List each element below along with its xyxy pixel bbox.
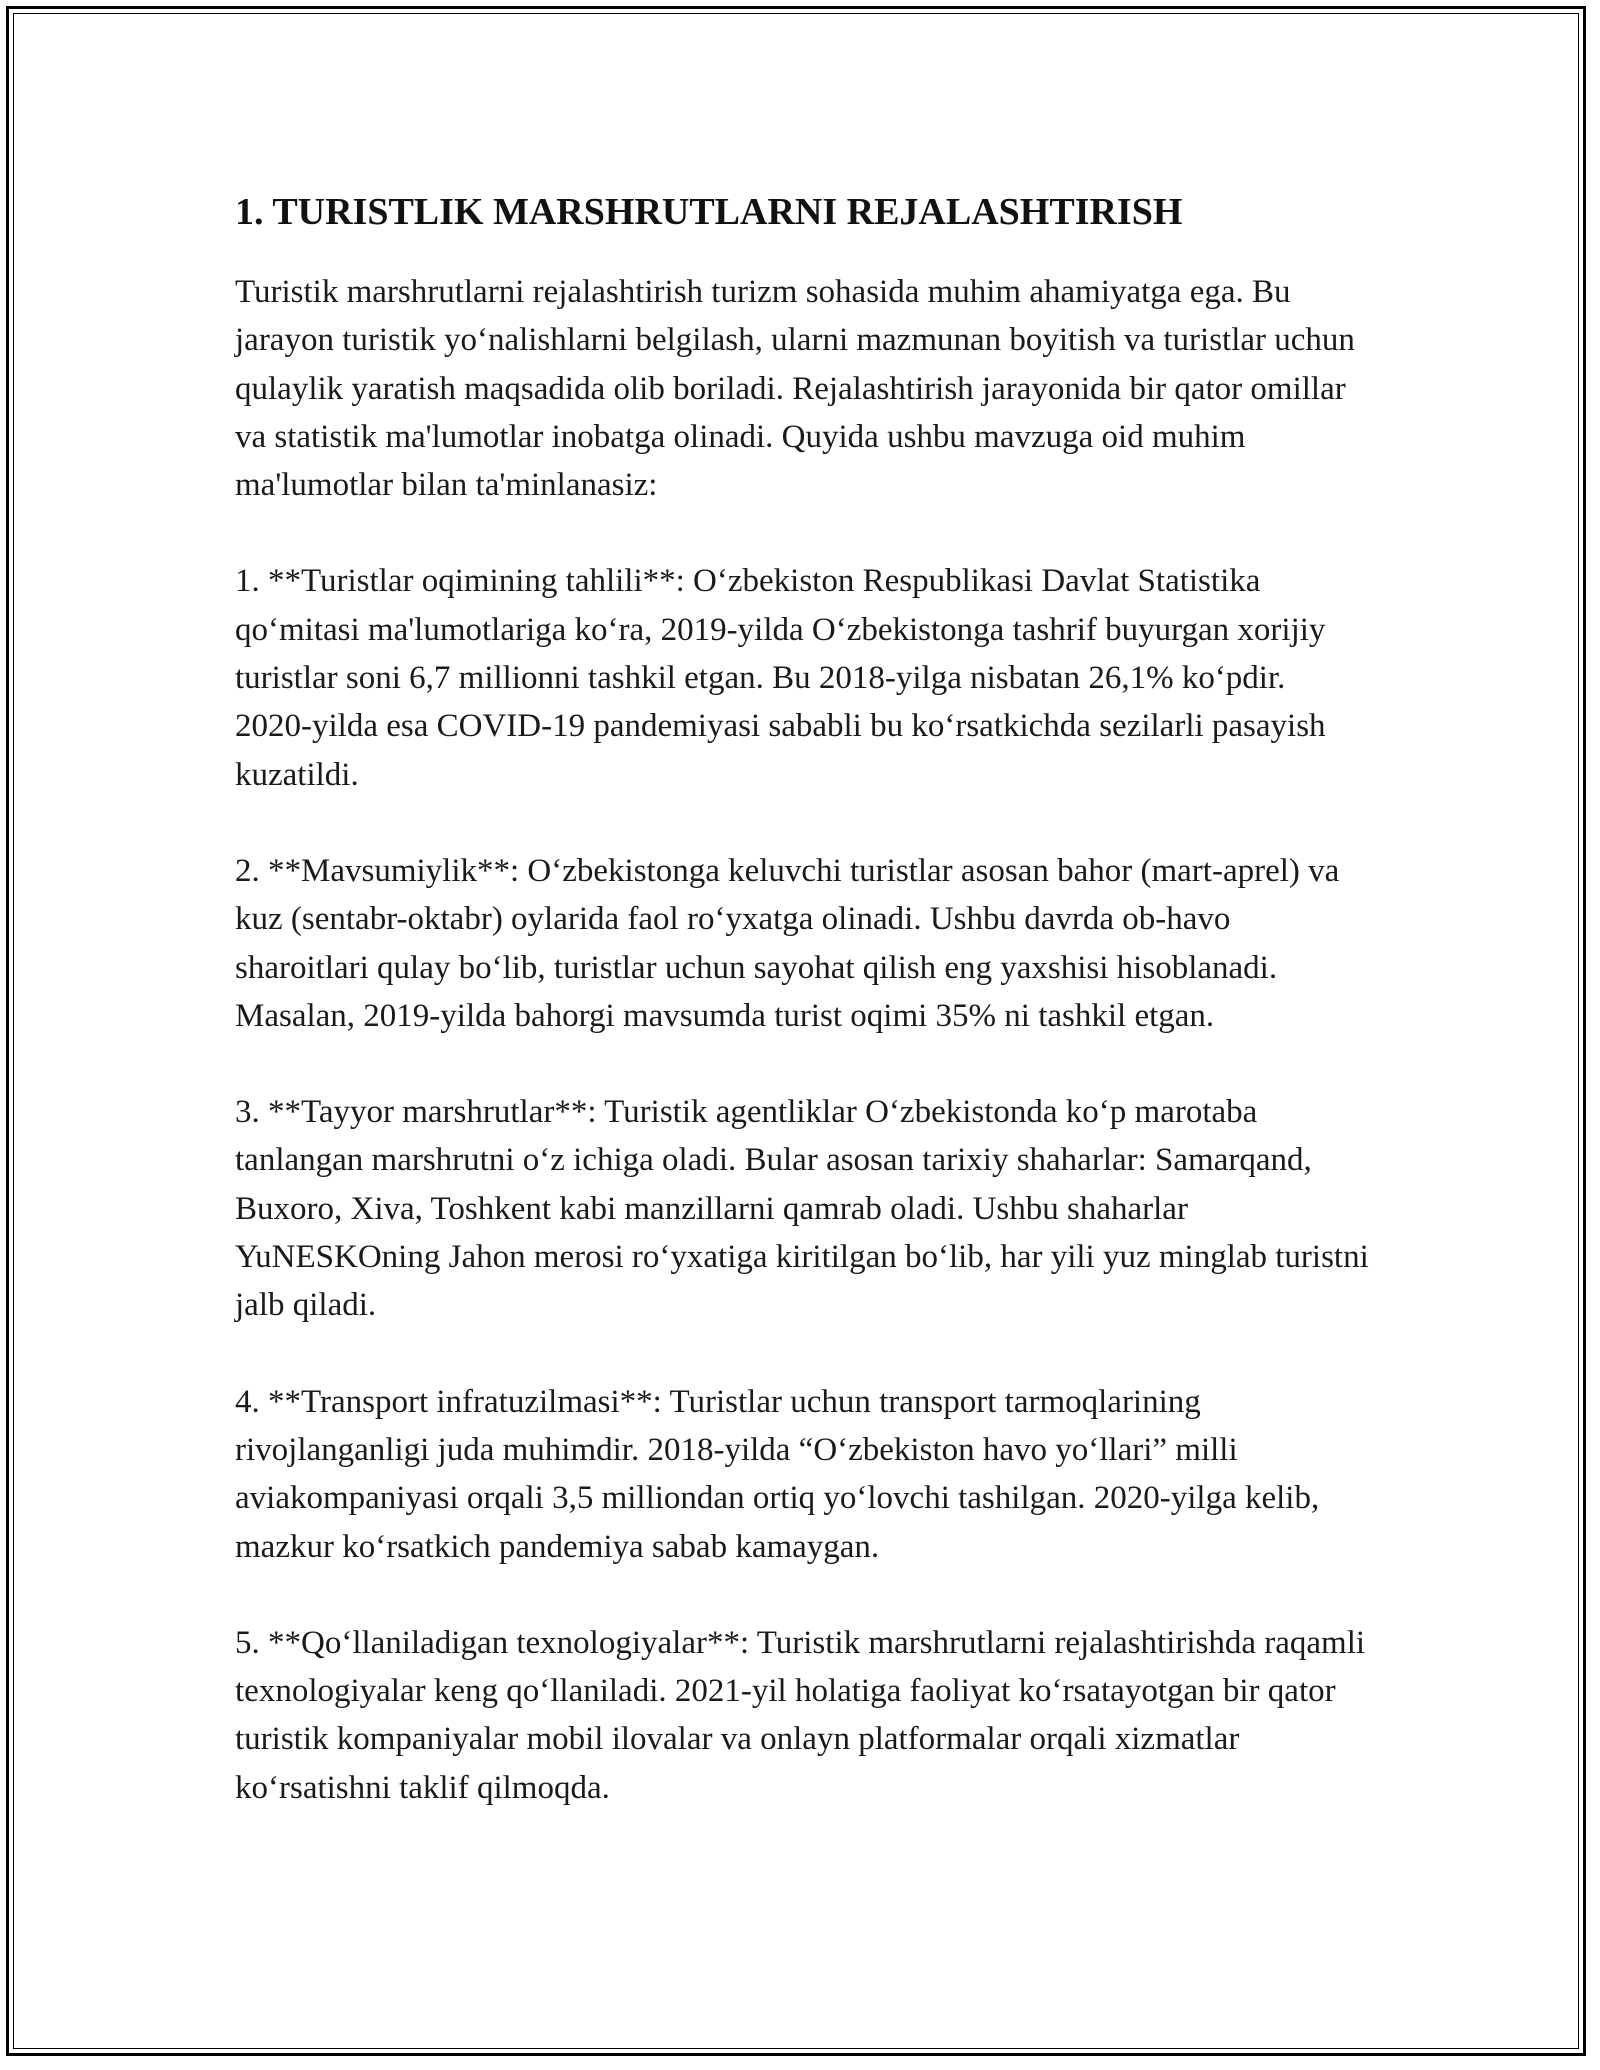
list-item-technologies: 5. **Qo‘llaniladigan texnologiyalar**: Turistik marshrutlarni rejalashtirishda raqamli texnologiyalar keng qo‘llaniladi. 2021-yil holatiga faoliyat ko‘rsatayotgan bir qator turistik kompaniyalar mobil ilovalar va onlayn platformalar orqali xizmatlar ko‘rsatishni taklif qilmoqda. — [235, 1624, 1366, 1806]
list-item-seasonality: 2. **Mavsumiylik**: O‘zbekistonga keluvchi turistlar asosan bahor (mart-aprel) va kuz (sentabr-oktabr) oylarida faol ro‘yxatga olinadi. Ushbu davrda ob-havo sharoitlari qulay bo‘lib, turistlar uchun sayohat qilish eng yaxshisi hisoblanadi. Masalan, 2019-yilda bahorgi mavsumda turist oqimi 35% ni tashkil etgan. — [235, 852, 1340, 1034]
list-item-tourist-flow: 1. **Turistlar oqimining tahlili**: O‘zbekiston Respublikasi Davlat Statistika qo‘mitasi ma'lumotlariga ko‘ra, 2019-yilda O‘zbekistonga tashrif buyurgan xorijiy turistlar soni 6,7 millionni tashkil etgan. Bu 2018-yilga nisbatan 26,1% ko‘pdir. 2020-yilda esa COVID-19 pandemiyasi sababli bu ko‘rsatkichda sezilarli pasayish kuzatildi. — [235, 563, 1326, 793]
document-body — [235, 186, 1370, 1860]
intro-paragraph: Turistik marshrutlarni rejalashtirish turizm sohasida muhim ahamiyatga ega. Bu jarayon turistik yo‘nalishlarni belgilash, ularni mazmunan boyitish va turistlar uchun qulaylik yaratish maqsadida olib boriladi. Rejalashtirish jarayonida bir qator omillar va statistik ma'lumotlar inobatga olinadi. Quyida ushbu mavzuga oid muhim ma'lumotlar bilan ta'minlanasiz: — [235, 274, 1355, 504]
document-title: 1. TURISTLIK MARSHRUTLARNI REJALASHTIRISH — [235, 191, 1183, 233]
list-item-ready-routes: 3. **Tayyor marshrutlar**: Turistik agentliklar O‘zbekistonda ko‘p marotaba tanlangan marshrutni o‘z ichiga oladi. Bular asosan tarixiy shaharlar: Samarqand, Buxoro, Xiva, Toshkent kabi manzillarni qamrab oladi. Ushbu shaharlar YuNESKOning Jahon merosi ro‘yxatiga kiritilgan bo‘lib, har yili yuz minglab turistni jalb qiladi. — [235, 1094, 1369, 1324]
list-item-transport: 4. **Transport infratuzilmasi**: Turistlar uchun transport tarmoqlarining rivojlanganligi juda muhimdir. 2018-yilda “O‘zbekiston havo yo‘llari” milli aviakompaniyasi orqali 3,5 milliondan ortiq yo‘lovchi tashilgan. 2020-yilga kelib, mazkur ko‘rsatkich pandemiya sabab kamaygan. — [235, 1383, 1320, 1565]
